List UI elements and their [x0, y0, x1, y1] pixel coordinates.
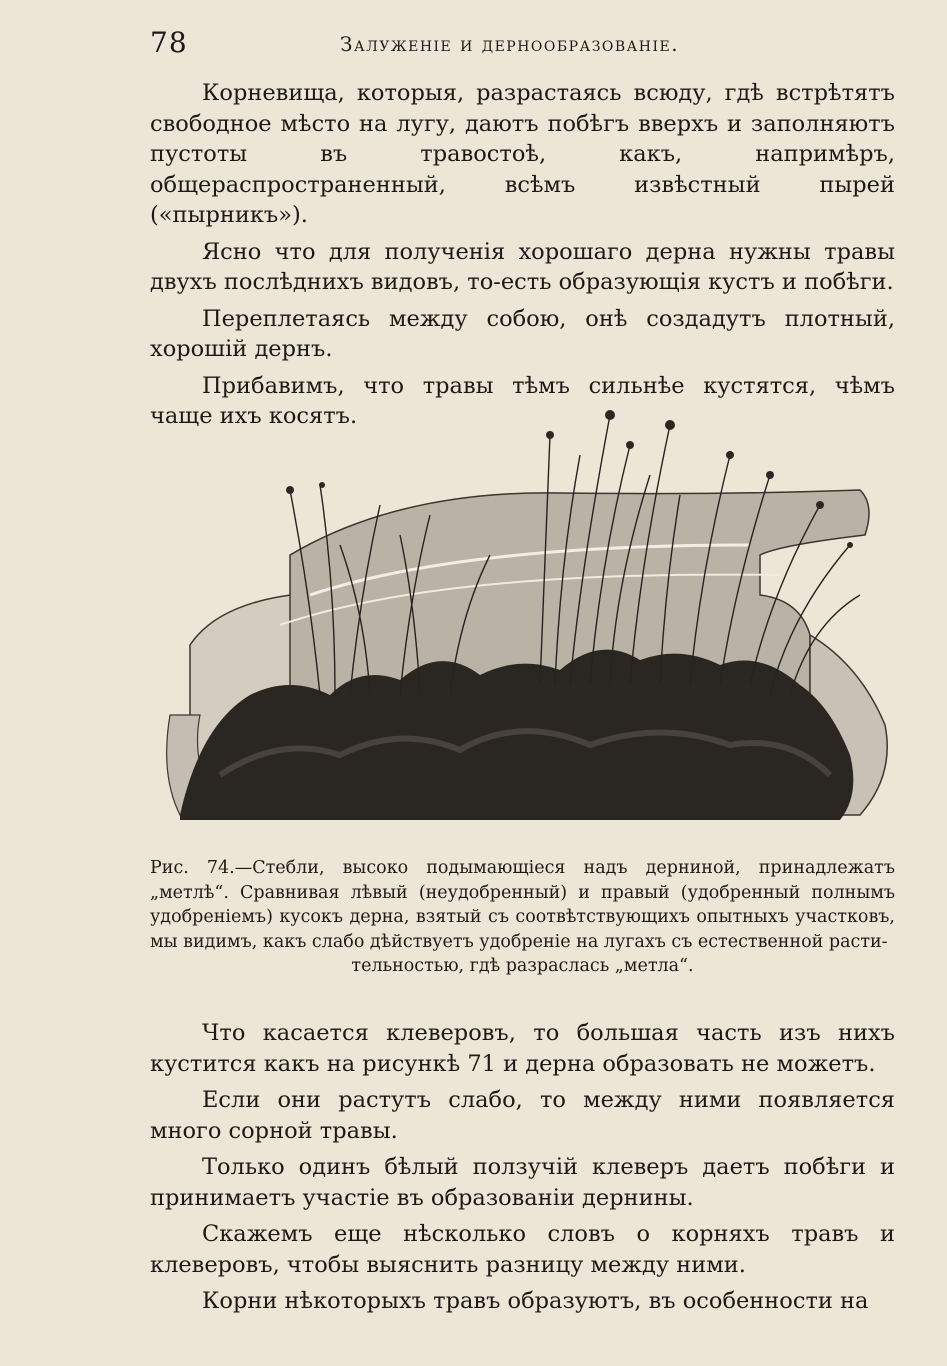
figure-caption — [150, 856, 895, 979]
paragraph: Если они растутъ слабо, то между ними появляется много сорной травы. — [150, 1087, 895, 1144]
sod-grass-illustration — [160, 395, 895, 855]
top-text-block — [150, 78, 895, 438]
page-header — [150, 22, 896, 62]
figure-illustration — [160, 395, 895, 855]
paragraph: Корневища, которыя, разрастаясь всюду, гдѣ встрѣтятъ свободное мѣсто на лугу, даютъ побѣгъ вверхъ и заполняютъ пустоты въ травостоѣ, какъ, напримѣръ, общераспространенный, всѣмъ извѣстный пырей («пырникъ»). — [150, 80, 895, 228]
paragraph: Прибавимъ, что травы тѣмъ сильнѣе кустятся, чѣмъ чаще ихъ косятъ. — [150, 372, 895, 429]
paragraph: Скажемъ еще нѣсколько словъ о корняхъ травъ и клеверовъ, чтобы выяснить разницу между ними. — [150, 1221, 895, 1278]
paragraph: Только одинъ бѣлый ползучій клеверъ даетъ побѣги и принимаетъ участіе въ образованіи дернины. — [150, 1154, 895, 1211]
caption-last-line: тельностью, гдѣ разраслась „метла“. — [351, 956, 694, 976]
bottom-text-block — [150, 1018, 895, 1323]
running-title: Залуженіе и дернообразованіе. — [340, 32, 680, 56]
caption-text — [150, 856, 895, 979]
paragraph: Что касается клеверовъ, то большая часть изъ нихъ кустится какъ на рисункѣ 71 и дерна образовать не можетъ. — [150, 1020, 895, 1077]
paragraph: Корни нѣкоторыхъ травъ образуютъ, въ особенности на — [202, 1288, 869, 1314]
paragraph: Ясно что для полученія хорошаго дерна нужны травы двухъ послѣднихъ видовъ, то-есть образующія кустъ и побѣги. — [150, 238, 895, 295]
paragraph: Переплетаясь между собою, онѣ создадутъ плотный, хорошій дернъ. — [150, 305, 895, 362]
page-number: 78 — [150, 26, 188, 59]
caption-main: Рис. 74.—Стебли, высоко подымающіеся надъ дерниной, принадлежатъ „метлѣ“. Сравнивая лѣвый (неудобренный) и правый (удобренный полнымъ удобреніемъ) кусокъ дерна, взятый съ соотвѣтствующихъ опытныхъ участковъ, мы видимъ, какъ слабо дѣйствуетъ удобреніе на лугахъ съ естественной расти- — [150, 858, 895, 952]
